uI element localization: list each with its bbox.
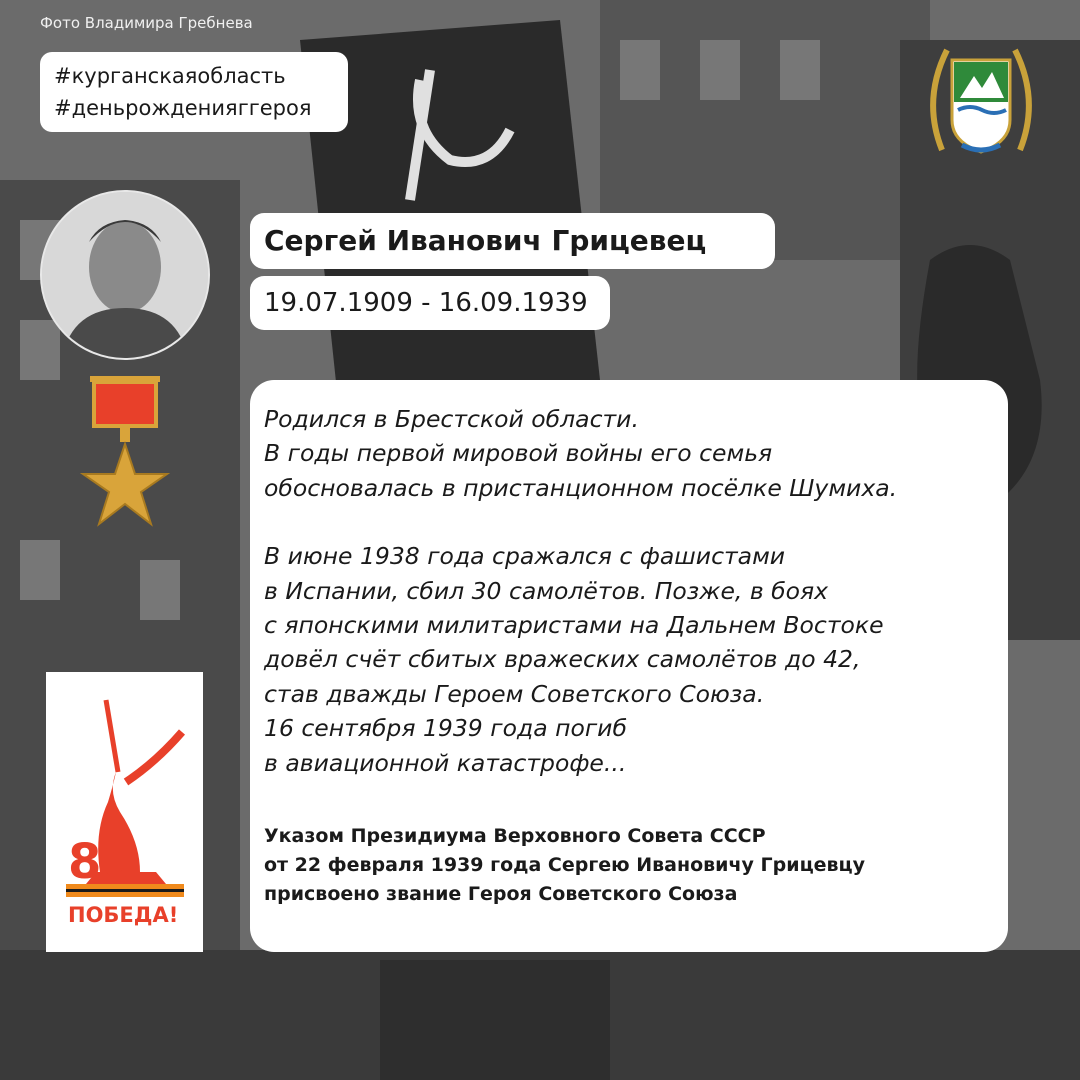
- victory-80-logo: [46, 672, 203, 952]
- hashtags-box: [40, 52, 348, 132]
- biography-card: [250, 380, 1008, 952]
- victory-word: ПОБЕДА!: [68, 903, 179, 927]
- bio-line: став дважды Героем Советского Союза.: [264, 679, 765, 708]
- bio-line: в авиационной катастрофе...: [264, 748, 627, 777]
- decree-line: от 22 февраля 1939 года Сергею Ивановичу Грицевцу: [264, 854, 866, 877]
- hero-name: Сергей Иванович Грицевец: [250, 213, 775, 269]
- hero-portrait: [40, 190, 210, 360]
- hero-dates: 19.07.1909 - 16.09.1939: [250, 276, 610, 330]
- photo-credit: Фото Владимира Гребнева: [40, 14, 253, 32]
- motherland-calls-icon: [46, 672, 203, 952]
- bio-line: обосновалась в пристанционном посёлке Шумиха.: [264, 473, 898, 502]
- bio-line: В июне 1938 года сражался с фашистами: [264, 542, 786, 571]
- bio-line: В годы первой мировой войны его семья: [264, 439, 773, 468]
- bio-line: Родился в Брестской области.: [264, 405, 639, 433]
- bio-line: 16 сентября 1939 года погиб: [264, 714, 627, 743]
- region-emblem-icon: [922, 40, 1040, 160]
- bio-line: с японскими милитаристами на Дальнем Востоке: [264, 611, 884, 640]
- decree-line: Указом Президиума Верховного Совета СССР: [264, 825, 766, 848]
- hashtag-hero-birthday[interactable]: #деньрожденияггероя: [54, 96, 312, 120]
- decree-line: присвоено звание Героя Советского Союза: [264, 883, 738, 906]
- bio-line: довёл счёт сбитых вражеских самолётов до 42,: [264, 645, 861, 674]
- hero-star-medal-icon: [80, 374, 170, 534]
- victory-number: 80: [68, 834, 135, 890]
- hashtag-region[interactable]: #курганскаяобласть: [54, 64, 286, 88]
- bio-line: в Испании, сбил 30 самолётов. Позже, в боях: [264, 576, 829, 605]
- decree-text: [264, 822, 994, 909]
